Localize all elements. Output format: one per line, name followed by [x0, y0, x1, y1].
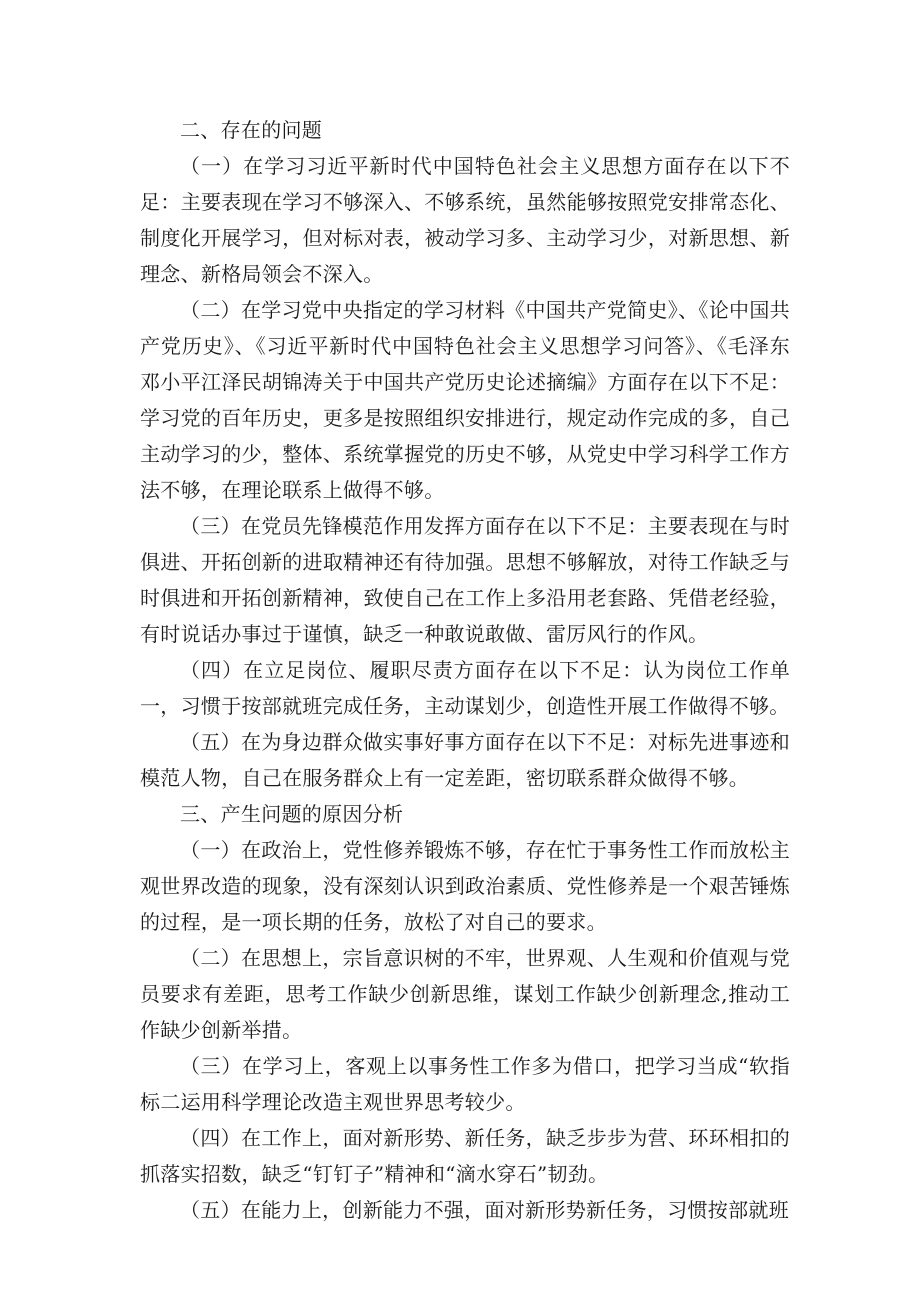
problem-paragraph-4: （四）在立足岗位、履职尽责方面存在以下不足：认为岗位工作单一，习惯于按部就班完成任务，主动谋划少，创造性开展工作做得不够。	[140, 658, 790, 718]
problem-paragraph-5: （五）在为身边群众做实事好事方面存在以下不足：对标先进事迹和模范人物，自己在服务群众上有一定差距，密切联系群众做得不够。	[140, 730, 790, 790]
problem-paragraph-1: （一）在学习习近平新时代中国特色社会主义思想方面存在以下不足：主要表现在学习不够深入、不够系统，虽然能够按照党安排常态化、制度化开展学习，但对标对表，被动学习多、主动学习少，对新思想、新理念、新格局领会不深入。	[140, 154, 790, 286]
cause-paragraph-4: （四）在工作上，面对新形势、新任务，缺乏步步为营、环环相扣的抓落实招数，缺乏“钉钉子”精神和“滴水穿石”韧劲。	[140, 1126, 790, 1186]
section-heading-problems: 二、存在的问题	[180, 118, 323, 142]
cause-paragraph-3: （三）在学习上，客观上以事务性工作多为借口，把学习当成“软指标二运用科学理论改造主观世界思考较少。	[140, 1054, 790, 1114]
cause-paragraph-2: （二）在思想上，宗旨意识树的不牢，世界观、人生观和价值观与党员要求有差距，思考工作缺少创新思维，谋划工作缺少创新理念,推动工作缺少创新举措。	[140, 946, 790, 1042]
problem-paragraph-2: （二）在学习党中央指定的学习材料《中国共产党简史》、《论中国共产党历史》、《习近平新时代中国特色社会主义思想学习问答》、《毛泽东邓小平江泽民胡锦涛关于中国共产党历史论述摘编》方面存在以下不足：学习党的百年历史，更多是按照组织安排进行，规定动作完成的多，自己主动学习的少，整体、系统掌握党的历史不够，从党史中学习科学工作方法不够，在理论联系上做得不够。	[140, 298, 790, 502]
cause-paragraph-1: （一）在政治上，党性修养锻炼不够，存在忙于事务性工作而放松主观世界改造的现象，没有深刻认识到政治素质、党性修养是一个艰苦锤炼的过程，是一项长期的任务，放松了对自己的要求。	[140, 838, 790, 934]
document-body	[140, 112, 790, 1228]
problem-paragraph-3: （三）在党员先锋模范作用发挥方面存在以下不足：主要表现在与时俱进、开拓创新的进取精神还有待加强。思想不够解放，对待工作缺乏与时俱进和开拓创新精神，致使自己在工作上多沿用老套路、凭借老经验，有时说话办事过于谨慎，缺乏一种敢说敢做、雷厉风行的作风。	[140, 514, 790, 646]
section-heading-causes: 三、产生问题的原因分析	[180, 802, 404, 826]
cause-paragraph-5: （五）在能力上，创新能力不强，面对新形势新任务，习惯按部就班	[180, 1198, 789, 1222]
